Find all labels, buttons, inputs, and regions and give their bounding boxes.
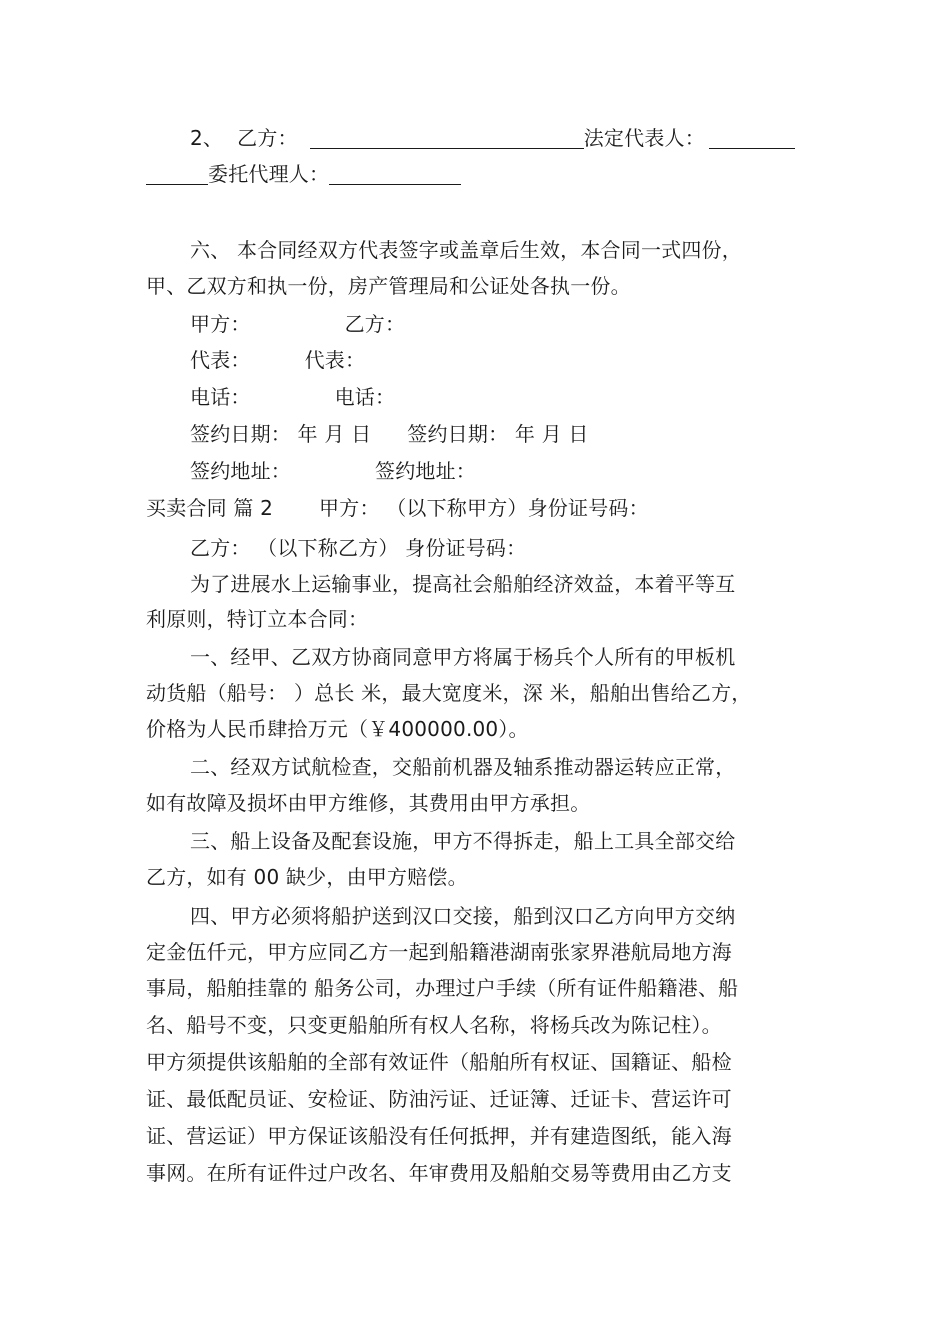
c1-text-2: 动货船（船号： ）总长 米，最大宽度米，深 米，船舶出售给乙方，: [146, 681, 752, 705]
c1-text-1: 一、经甲、乙双方协商同意甲方将属于杨兵个人所有的甲板机: [190, 645, 736, 669]
clause6-text-1: 六、 本合同经双方代表签字或盖章后生效，本合同一式四份，: [190, 238, 742, 262]
sign-date-row: [190, 420, 589, 448]
party-b-label: 乙方：: [237, 126, 298, 150]
agent-line: [146, 160, 461, 188]
c2-line-1: [190, 753, 804, 781]
sign-date-a: 签约日期： 年 月 日: [190, 422, 372, 446]
clause6-line2: 甲、乙双方和执一份，房产管理局和公证处各执一份。: [146, 274, 631, 298]
sign-address-b: 签约地址：: [375, 459, 476, 483]
sign-phone-a: 电话：: [190, 385, 251, 409]
c4-line-6: 证、最低配员证、安检证、防油污证、迁证簿、迁证卡、营运许可: [146, 1087, 732, 1111]
contract2-party-b: 乙方： （以下称乙方） 身份证号码：: [190, 536, 527, 560]
sign-party-row: [190, 310, 405, 338]
c4-line-2: 定金伍仟元，甲方应同乙方一起到船籍港湖南张家界港航局地方海: [146, 940, 732, 964]
sign-date-b: 签约日期： 年 月 日: [407, 422, 589, 446]
sign-party-a: 甲方：: [190, 312, 251, 336]
c4-line-4: 名、船号不变，只变更船舶所有权人名称，将杨兵改为陈记柱）。: [146, 1013, 722, 1037]
clause6-line1: [190, 236, 802, 264]
c2-text-1: 二、经双方试航检查，交船前机器及轴系推动器运转应正常，: [190, 755, 736, 779]
legal-rep-blank-2[interactable]: [146, 162, 208, 185]
intro-line-2: 利原则，特订立本合同：: [146, 607, 369, 631]
agent-label: 委托代理人：: [208, 162, 330, 186]
c1-line-1: [190, 643, 804, 671]
intro-text-1: 为了进展水上运输事业，提高社会船舶经济效益，本着平等互: [190, 572, 736, 596]
c3-line-2: 乙方，如有 00 缺少，由甲方赔偿。: [146, 865, 468, 889]
party-b-line: [190, 124, 795, 152]
party-b-blank[interactable]: [310, 126, 584, 149]
sign-address-a: 签约地址：: [190, 459, 291, 483]
c1-line-2: [146, 679, 806, 707]
c4-text-1: 四、甲方必须将船护送到汉口交接，船到汉口乙方向甲方交纳: [190, 904, 736, 928]
c4-line-7: 证、营运证）甲方保证该船没有任何抵押，并有建造图纸，能入海: [146, 1124, 732, 1148]
sign-address-row: [190, 457, 476, 485]
sign-phone-b: 电话：: [334, 385, 396, 409]
sign-rep-b: 代表：: [304, 348, 366, 372]
item-number: 2、: [190, 126, 224, 150]
c2-line-2: 如有故障及损坏由甲方维修，其费用由甲方承担。: [146, 791, 591, 815]
sign-phone-row: [190, 383, 395, 411]
c4-line-5: 甲方须提供该船舶的全部有效证件（船舶所有权证、国籍证、船检: [146, 1050, 732, 1074]
c4-line-3: 事局，船舶挂靠的 船务公司，办理过户手续（所有证件船籍港、船: [146, 976, 739, 1000]
c1-line-3: 价格为人民币肆拾万元（￥400000.00）。: [146, 717, 529, 741]
sign-rep-row: [190, 346, 365, 374]
c4-line-8: 事网。在所有证件过户改名、年审费用及船舶交易等费用由乙方支: [146, 1161, 732, 1185]
legal-rep-blank-1[interactable]: [709, 126, 795, 149]
sign-rep-a: 代表：: [190, 348, 251, 372]
intro-line-1: [190, 570, 804, 598]
c4-line-1: [190, 902, 804, 930]
agent-blank[interactable]: [329, 162, 461, 185]
legal-rep-label: 法定代表人：: [583, 126, 705, 150]
sign-party-b: 乙方：: [344, 312, 406, 336]
contract2-heading: 买卖合同 篇 2: [146, 496, 274, 520]
contract2-party-a: 甲方： （以下称甲方）身份证号码：: [319, 496, 649, 520]
contract2-heading-line: [146, 494, 649, 522]
c3-line-1: [190, 827, 804, 855]
c3-text-1: 三、船上设备及配套设施，甲方不得拆走，船上工具全部交给: [190, 829, 736, 853]
